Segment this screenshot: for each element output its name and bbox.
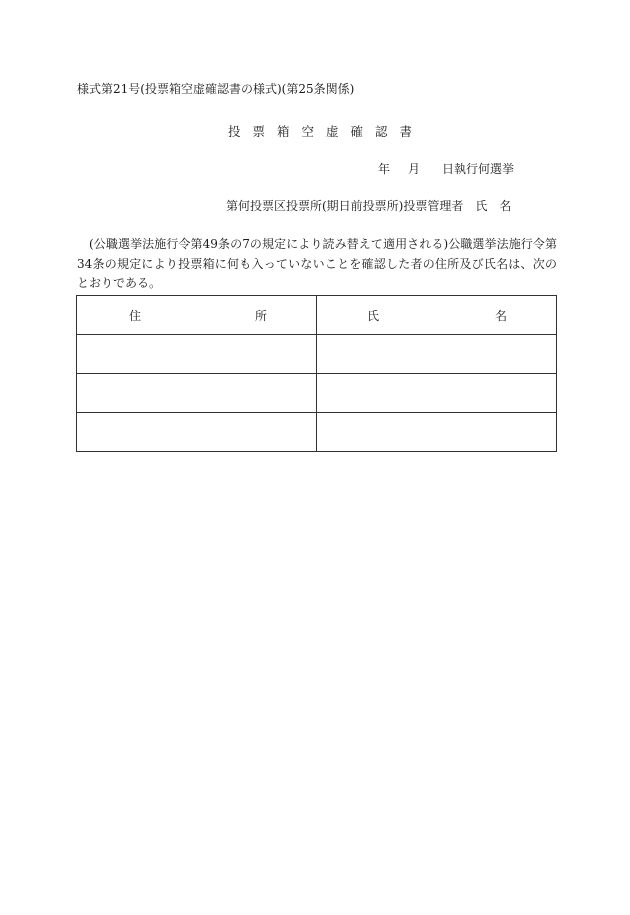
official-name-char1: 氏 [475,199,488,213]
date-year-label: 年 [378,162,391,176]
official-office-label: 第何投票区投票所(期日前投票所)投票管理者 [226,199,464,213]
name-header-char2: 名 [494,308,507,323]
name-cell[interactable] [317,335,557,374]
address-header-char1: 住 [129,308,142,323]
address-header-char2: 所 [254,308,267,323]
address-cell[interactable] [77,335,317,374]
date-month-label: 月 [408,162,421,176]
address-header [77,296,317,335]
official-name-char2: 名 [499,199,512,213]
table-header-row [77,296,557,335]
name-header-char1: 氏 [367,308,380,323]
date-line [378,160,514,177]
table-row [77,413,557,452]
date-day-election-label: 日執行何選挙 [442,162,515,176]
table-row [77,374,557,413]
name-cell[interactable] [317,413,557,452]
name-header [317,296,557,335]
table-row [77,335,557,374]
name-cell[interactable] [317,374,557,413]
document-title: 投票箱空虚確認書 [228,124,425,139]
address-cell[interactable] [77,413,317,452]
body-paragraph: (公職選挙法施行令第49条の7の規定により読み替えて適用される)公職選挙法施行令第34条の規定により投票箱に何も入っていないことを確認した者の住所及び氏名は、次のとおりである。 [77,237,557,290]
official-line [226,197,511,214]
confirmer-table [76,295,557,452]
address-cell[interactable] [77,374,317,413]
form-label: 様式第21号(投票箱空虚確認書の様式)(第25条関係) [77,82,355,96]
